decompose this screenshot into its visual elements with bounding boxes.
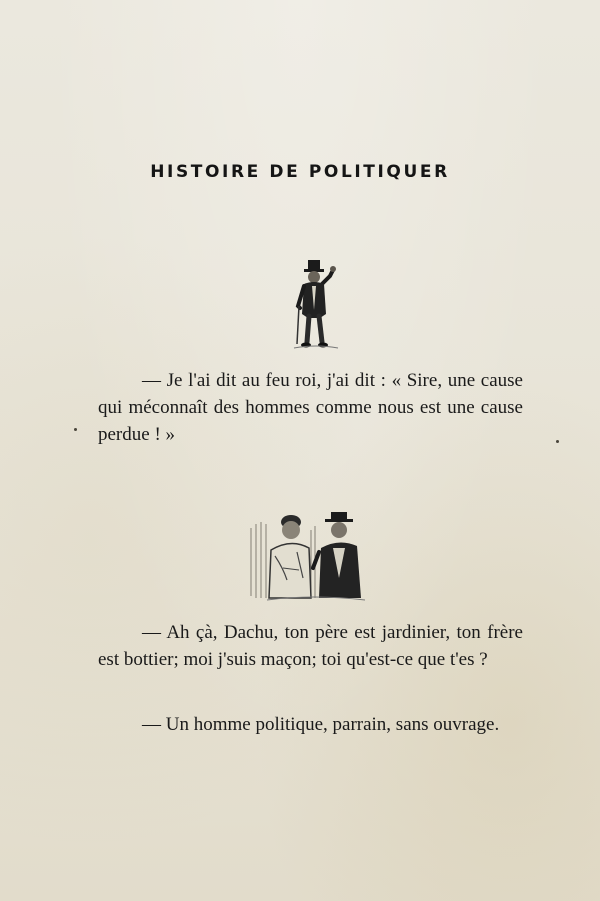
chapter-title: HISTOIRE DE POLITIQUER <box>150 162 450 182</box>
paper-speck <box>74 428 77 431</box>
paragraph-2: — Ah çà, Dachu, ton père est jardinier, ton frère est bottier; moi j'suis maçon; toi qu'est-ce que t'es ? <box>98 622 523 670</box>
man-with-top-hat-illustration <box>290 258 342 352</box>
paper-speck <box>556 440 559 443</box>
paragraph-1: — Je l'ai dit au feu roi, j'ai dit : « Sire, une cause qui méconnaît des hommes comme nous est une cause perdue ! » <box>98 370 523 445</box>
paragraph-3: — Un homme politique, parrain, sans ouvrage. <box>142 714 500 735</box>
two-men-talking-illustration <box>247 508 377 604</box>
